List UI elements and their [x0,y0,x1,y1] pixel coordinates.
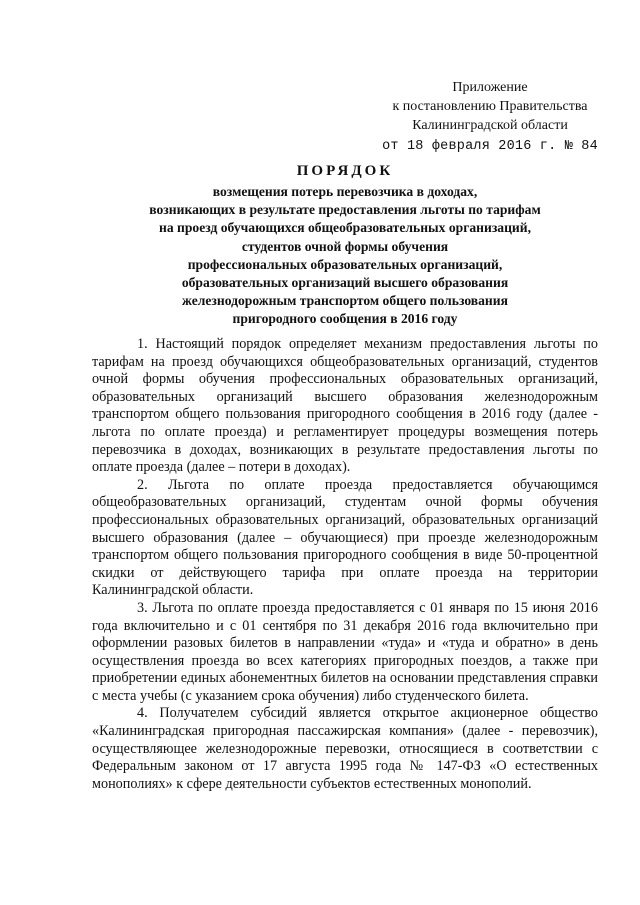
annex-date-number: от 18 февраля 2016 г. № 84 [382,139,598,154]
subtitle-line: образовательных организаций высшего образования [181,275,509,291]
paragraph-3: 3. Льгота по оплате проезда предоставляется с 01 января по 15 июня 2016 года включительно и с 01 сентября по 31 декабря 2016 года включительно при оформлении разовых билетов в направлении «туда» и «туда и обратно» в день осуществления проезда во всех категориях пригородных поездов, а также при приобретении единых абонементных билетов на основании представления справки с места учебы (с указанием срока обучения) либо студенческого билета. [92,599,598,704]
subtitle-line: пригородного сообщения в 2016 году [232,311,458,327]
annex-region: Калининградской области [412,118,568,133]
paragraph-1: 1. Настоящий порядок определяет механизм предоставления льготы по тарифам на проезд обучающихся общеобразовательных организаций, студентов очной формы обучения профессиональных образовательных организаций, образовательных организаций высшего образования железнодорожным транспортом общего пользования пригородного сообщения в 2016 году (далее - льгота по оплате проезда) и регламентирует процедуры возмещения потерь перевозчика в доходах, возникающих в результате предоставления льготы по оплате проезда (далее – потери в доходах). [92,336,598,476]
subtitle-line: на проезд обучающихся общеобразовательных организаций, [159,220,531,236]
annex-resolution-ref: к постановлению Правительства [392,99,588,114]
subtitle-line: студентов очной формы обучения [241,238,449,254]
document-body [92,336,598,793]
subtitle-line: возмещения потерь перевозчика в доходах, [212,184,478,199]
annex-header [370,78,610,156]
subtitle-line: возникающих в результате предоставления льготы по тарифам [149,202,541,218]
annex-label: Приложение [452,80,528,95]
document-title: ПОРЯДОК [296,163,394,179]
document-subtitle [90,183,600,329]
paragraph-2: 2. Льгота по оплате проезда предоставляется обучающимся общеобразовательных организаций, студентам очной формы обучения профессиональных образовательных организаций, образовательных организаций высшего образования (далее – обучающиеся) при проезде железнодорожным транспортом общего пользования пригородного сообщения в виде 50-процентной скидки от действующего тарифа при оплате проезда на территории Калининградской области. [92,476,598,599]
subtitle-line: профессиональных образовательных организаций, [187,256,503,272]
subtitle-line: железнодорожным транспортом общего пользования [182,293,508,309]
paragraph-4: 4. Получателем субсидий является открытое акционерное общество «Калининградская пригородная пассажирская компания» (далее - перевозчик), осуществляющее железнодорожные перевозки, относящиеся в соответствии с Федеральным законом от 17 августа 1995 года № 147-ФЗ «О естественных монополиях» к сфере деятельности субъектов естественных монополий. [92,705,598,792]
